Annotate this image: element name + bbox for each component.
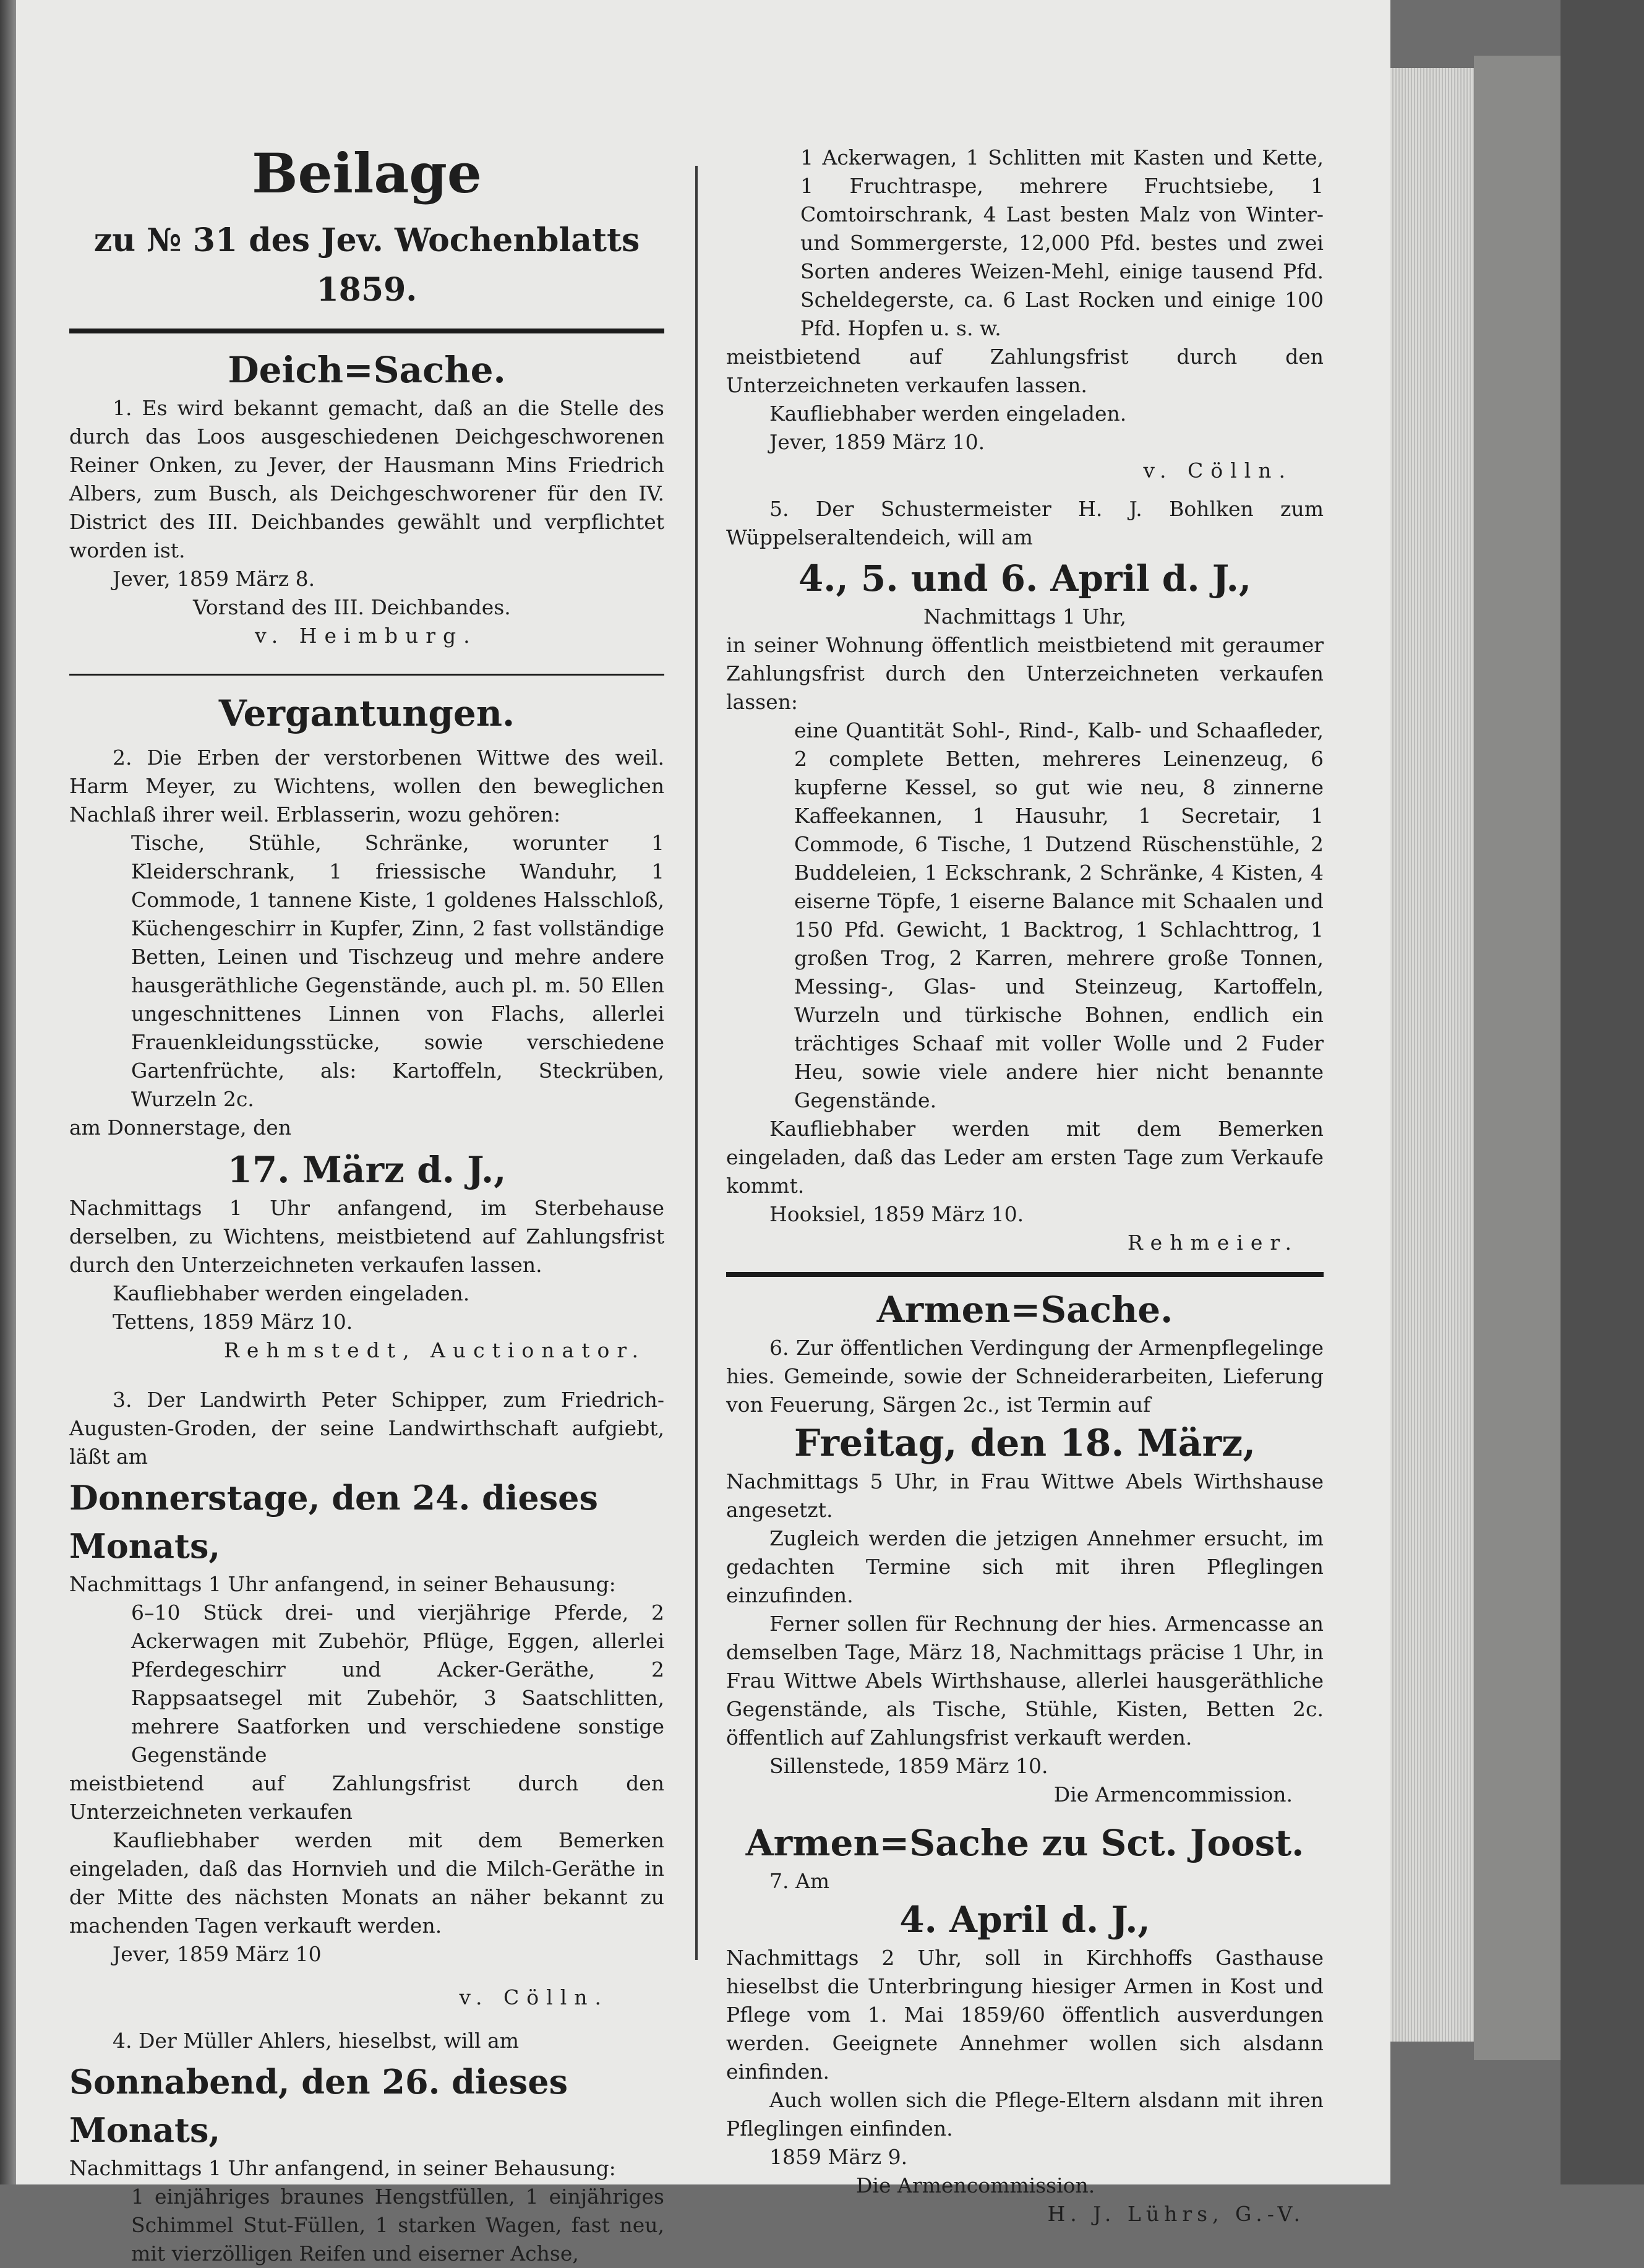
armen-heading: Armen=Sache. <box>876 1289 1173 1331</box>
deich-heading: Deich=Sache. <box>228 349 506 391</box>
n3-date: Donnerstage, den 24. dieses Monats, <box>69 1478 598 1566</box>
joost-p2: Auch wollen sich die Pflege-Eltern alsdann mit ihren Pfleglingen einfinden. <box>726 2088 1324 2141</box>
n2-invite: Kaufliebhaber werden eingeladen. <box>113 1281 470 1305</box>
armen-p2: Zugleich werden die jetzigen Annehmer ersucht, im gedachten Termine sich mit ihren Pfleglingen einzufinden. <box>726 1526 1324 1607</box>
deich-place-date: Jever, 1859 März 8. <box>113 567 315 591</box>
armen-p3: Ferner sollen für Rechnung der hies. Armencasse an demselben Tage, März 18, Nachmittags präcise 1 Uhr, in Frau Wittwe Abels Wirthshause, allerlei hausgeräthliche Gegenstände, als Tische, Stühle, Kisten, Betten 2c. öffentlich auf Zahlungsfrist verkauft werden. <box>726 1612 1324 1750</box>
n4-cont-signature: v. Cölln. <box>1143 458 1293 483</box>
joost-heading: Armen=Sache zu Sct. Joost. <box>745 1822 1304 1864</box>
n2-date: 17. März d. J., <box>227 1149 507 1191</box>
book-cover <box>1561 0 1644 2184</box>
n3-signature: v. Cölln. <box>459 1985 609 2009</box>
n3-after: meistbietend auf Zahlungsfrist durch den Unterzeichneten verkaufen <box>69 1771 664 1824</box>
page-title: Beilage <box>252 141 482 205</box>
n4-intro: 4. Der Müller Ahlers, hieselbst, will am <box>113 2029 520 2053</box>
n5-date: 4., 5. und 6. April d. J., <box>798 557 1252 599</box>
n2-signature: Rehmstedt, Auctionator. <box>224 1338 646 1362</box>
joost-date: 4. April d. J., <box>899 1899 1150 1941</box>
section-rule <box>69 674 664 676</box>
deich-authority: Vorstand des III. Deichbandes. <box>193 595 511 619</box>
armen-after: Nachmittags 5 Uhr, in Frau Wittwe Abels Wirthshause angesetzt. <box>726 1469 1324 1522</box>
armen-intro: 6. Zur öffentlichen Verdingung der Armenpflegelinge hies. Gemeinde, sowie der Schneiderarbeiten, Lieferung von Feuerung, Särgen 2c., ist Termin auf <box>726 1336 1324 1417</box>
n5-body: in seiner Wohnung öffentlich meistbietend mit geraumer Zahlungsfrist durch den Unterzeichneten verkaufen lassen: <box>726 633 1324 714</box>
n3-place-date: Jever, 1859 März 10 <box>113 1942 322 1966</box>
n2-place-date: Tettens, 1859 März 10. <box>113 1310 353 1334</box>
joost-intro: 7. Am <box>769 1869 830 1893</box>
n5-place-date: Hooksiel, 1859 März 10. <box>769 1202 1024 1226</box>
deich-body: 1. Es wird bekannt gemacht, daß an die Stelle des durch das Loos ausgeschiedenen Deichgeschworenen Reiner Onken, zu Jever, der Hausmann Mins Friedrich Albers, zum Busch, als Deichgeschworener für den IV. District des III. Deichbandes gewählt und verpflichtet worden ist. <box>69 396 664 562</box>
n2-after: Nachmittags 1 Uhr anfangend, im Sterbehause derselben, zu Wichtens, meistbietend auf Zahlungsfrist durch den Unterzeichneten verkaufen lassen. <box>69 1196 664 1277</box>
n5-intro: 5. Der Schustermeister H. J. Bohlken zum Wüppelseraltendeich, will am <box>726 497 1324 549</box>
armen-rule <box>726 1272 1324 1277</box>
n4-cont-items: 1 Ackerwagen, 1 Schlitten mit Kasten und Kette, 1 Fruchtraspe, mehrere Fruchtsiebe, 1 Comtoirschrank, 4 Last besten Malz von Winter- und Sommergerste, 12,000 Pfd. bestes und zwei Sorten anderes Weizen-Mehl, einige tausend Pfd. Scheldegerste, ca. 6 Last Rocken und einige 100 Pfd. Hopfen u. s. w. <box>800 145 1324 340</box>
scan-left-edge <box>0 0 16 2184</box>
n4-items: 1 einjähriges braunes Hengstfüllen, 1 einjähriges Schimmel Stut-Füllen, 1 starken Wagen, fast neu, mit vierzölligen Reifen und eiserner Achse, <box>131 2184 664 2266</box>
right-column <box>726 0 1324 2228</box>
armen-signature: Die Armencommission. <box>1053 1782 1293 1806</box>
joost-place-date: 1859 März 9. <box>769 2145 908 2169</box>
joost-body: Nachmittags 2 Uhr, soll in Kirchhoffs Gasthause hieselbst die Unterbringung hiesiger Armen in Kost und Pflege vom 1. Mai 1859/60 öffentlich ausverdungen werden. Geeignete Annehmer wollen sich alsdann einfinden. <box>726 1946 1324 2084</box>
n3-time: Nachmittags 1 Uhr anfangend, in seiner Behausung: <box>69 1572 616 1596</box>
vergantungen-heading: Vergantungen. <box>218 692 515 734</box>
armen-place-date: Sillenstede, 1859 März 10. <box>769 1754 1048 1778</box>
deich-signature: v. Heimburg. <box>255 624 477 648</box>
n2-day-line: am Donnerstage, den <box>69 1115 292 1140</box>
book-page-edges <box>1390 68 1474 2042</box>
n4-cont-invite: Kaufliebhaber werden eingeladen. <box>769 402 1127 426</box>
n5-items: eine Quantität Sohl-, Rind-, Kalb- und Schaafleder, 2 complete Betten, mehreres Leinenzeug, 6 kupferne Kessel, so gut wie neu, 8 zinnerne Kaffeekannen, 1 Hausuhr, 1 Secretair, 1 Commode, 6 Tische, 1 Dutzend Rüschenstühle, 2 Buddeleien, 1 Eckschrank, 2 Schränke, 4 Kisten, 4 eiserne Töpfe, 1 eiserne Balance mit Schaalen und 150 Pfd. Gewicht, 1 Backtrog, 1 Schlachttrog, 1 großen Trog, 2 Karren, mehrere große Tonnen, Messing-, Glas- und Steinzeug, Kartoffeln, Wurzeln und türkische Bohnen, endlich ein trächtiges Schaaf mit voller Wolle und 2 Fuder Heu, sowie viele andere hier nicht benannte Gegenstände. <box>794 718 1324 1112</box>
n4-time: Nachmittags 1 Uhr anfangend, in seiner Behausung: <box>69 2156 616 2180</box>
n5-time: Nachmittags 1 Uhr, <box>923 604 1127 629</box>
n2-items: Tische, Stühle, Schränke, worunter 1 Kleiderschrank, 1 friessische Wanduhr, 1 Commode, 1 tannene Kiste, 1 goldenes Halsschloß, Küchengeschirr in Kupfer, Zinn, 2 fast vollständige Betten, Leinen und Tischzeug und mehre andere hausgeräthliche Gegenstände, auch pl. m. 50 Ellen ungeschnittenes Linnen von Flachs, allerlei Frauenkleidungsstücke, sowie verschiedene Gartenfrüchte, als: Kartoffeln, Steckrüben, Wurzeln 2c. <box>131 831 664 1111</box>
n3-invite: Kaufliebhaber werden mit dem Bemerken eingeladen, daß das Hornvieh und die Milch-Geräthe in der Mitte des nächsten Monats an näher bekannt zu machenden Tagen verkauft werden. <box>69 1828 664 1938</box>
n4-cont-place-date: Jever, 1859 März 10. <box>769 430 985 454</box>
joost-signature: H. J. Lührs, G.-V. <box>1047 2202 1305 2226</box>
newspaper-page <box>16 0 1390 2266</box>
page-subtitle: zu № 31 des Jev. Wochenblatts 1859. <box>93 221 640 309</box>
left-column <box>69 0 664 2268</box>
header-rule <box>69 329 664 333</box>
n4-date: Sonnabend, den 26. dieses Monats, <box>69 2062 568 2150</box>
book-board <box>1474 56 1561 2060</box>
n5-signature: Rehmeier. <box>1127 1231 1299 1255</box>
armen-date: Freitag, den 18. März, <box>794 1422 1256 1465</box>
n3-intro: 3. Der Landwirth Peter Schipper, zum Friedrich-Augusten-Groden, der seine Landwirthschaft aufgiebt, läßt am <box>69 1388 664 1469</box>
n3-items: 6–10 Stück drei- und vierjährige Pferde, 2 Ackerwagen mit Zubehör, Pflüge, Eggen, allerlei Pferdegeschirr und Acker-Geräthe, 2 Rappsaatsegel mit Zubehör, 3 Saatschlitten, mehrere Saatforken und verschiedene sonstige Gegenstände <box>131 1600 664 1767</box>
n5-invite: Kaufliebhaber werden mit dem Bemerken eingeladen, daß das Leder am ersten Tage zum Verkaufe kommt. <box>726 1117 1324 1198</box>
column-divider <box>695 166 698 1960</box>
n2-intro: 2. Die Erben der verstorbenen Wittwe des weil. Harm Meyer, zu Wichtens, wollen den beweglichen Nachlaß ihrer weil. Erblasserin, wozu gehören: <box>69 745 664 827</box>
n4-cont-after: meistbietend auf Zahlungsfrist durch den Unterzeichneten verkaufen lassen. <box>726 345 1324 397</box>
joost-authority: Die Armencommission. <box>856 2173 1095 2197</box>
